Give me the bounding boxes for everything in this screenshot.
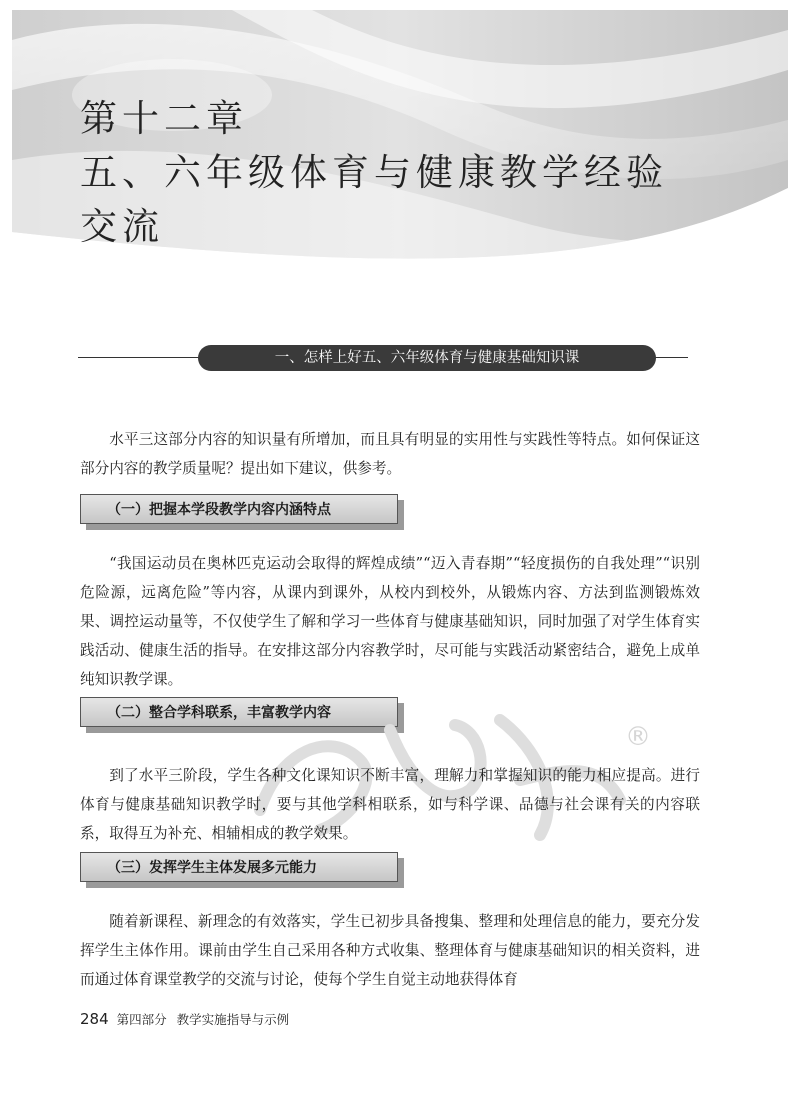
footer-title: 教学实施指导与示例 (176, 1012, 290, 1027)
subsection-title-1: （一）把握本学段教学内容内涵特点 (80, 494, 398, 524)
chapter-title-line: 五、六年级体育与健康教学经验 (80, 151, 668, 194)
section-heading (78, 345, 688, 371)
subsection-title-3: （三）发挥学生主体发展多元能力 (80, 852, 398, 882)
subsection-paragraph-3: 随着新课程、新理念的有效落实，学生已初步具备搜集、整理和处理信息的能力，要充分发挥学生主体作用。课前由学生自己采用各种方式收集、整理体育与健康基础知识的相关资料，进而通过体育课堂教学的交流与讨论，使每个学生自觉主动地获得体育 (80, 913, 700, 988)
subsection-paragraph-1: “我国运动员在奥林匹克运动会取得的辉煌成绩”“迈入青春期”“轻度损伤的自我处理”“识别危险源，远离危险”等内容，从课内到课外，从校内到校外，从锻炼内容、方法到监测锻炼效果、调控运动量等，不仅使学生了解和学习一些体育与健康基础知识，同时加强了对学生体育实践活动、健康生活的指导。在安排这部分内容教学时，尽可能与实践活动紧密结合，避免上成单纯知识教学课。 (80, 555, 700, 688)
watermark-registered-mark: ® (625, 722, 651, 752)
page-number: 284 (80, 1010, 109, 1028)
page-footer (80, 1010, 289, 1028)
footer-part: 第四部分 (116, 1012, 167, 1027)
section-heading-label: 一、怎样上好五、六年级体育与健康基础知识课 (198, 345, 656, 371)
subsection-heading-1 (80, 494, 406, 532)
subsection-title-2: （二）整合学科联系，丰富教学内容 (80, 697, 398, 727)
chapter-number: 第十二章 (80, 97, 248, 140)
intro-paragraph: 水平三这部分内容的知识量有所增加，而且具有明显的实用性与实践性等特点。如何保证这部分内容的教学质量呢？提出如下建议，供参考。 (80, 431, 700, 477)
subsection-heading-3 (80, 852, 406, 890)
subsection-paragraph-2: 到了水平三阶段，学生各种文化课知识不断丰富，理解力和掌握知识的能力相应提高。进行体育与健康基础知识教学时，要与其他学科相联系，如与科学课、品德与社会课有关的内容联系，取得互为补充、相辅相成的教学效果。 (80, 767, 700, 842)
chapter-title (80, 92, 740, 254)
chapter-title-line-end: 交流 (80, 205, 164, 248)
